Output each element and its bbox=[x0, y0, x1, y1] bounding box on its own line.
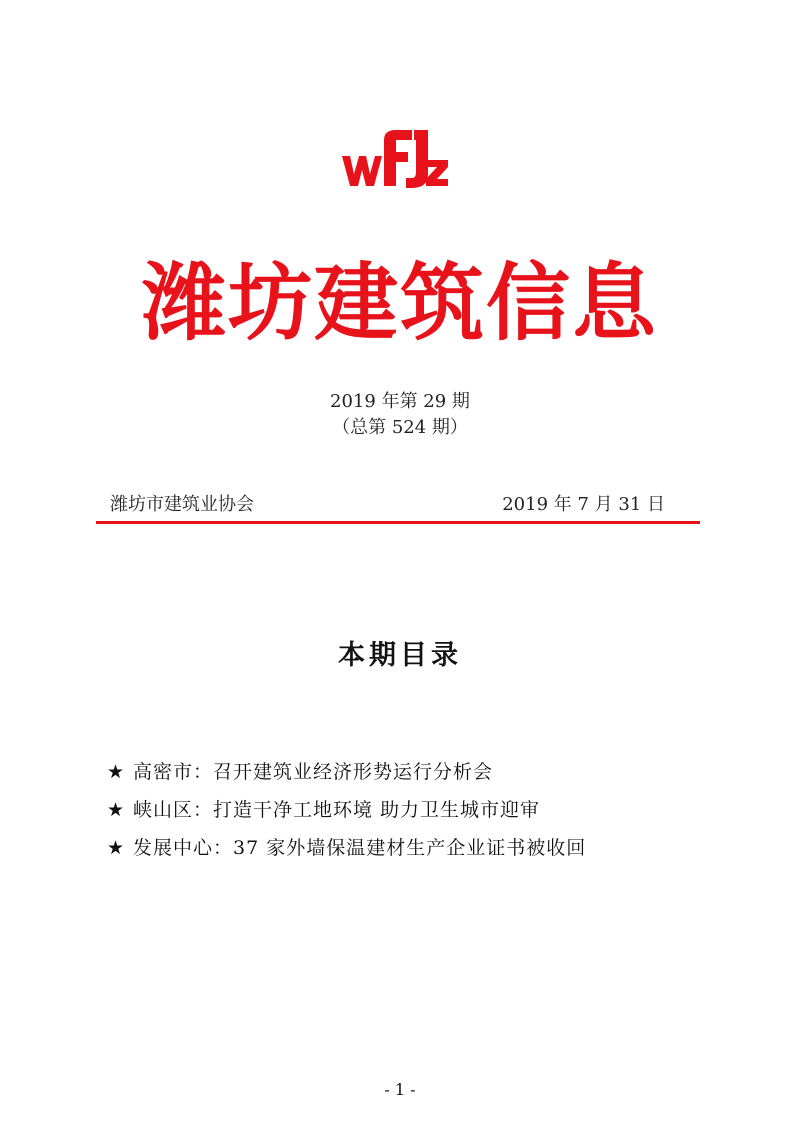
toc-item-text: 峡山区：打造干净工地环境 助力卫生城市迎审 bbox=[133, 799, 541, 821]
publication-info bbox=[110, 492, 665, 518]
toc-list bbox=[107, 757, 727, 871]
toc-item bbox=[107, 795, 727, 833]
publisher-name: 潍坊市建筑业协会 bbox=[110, 494, 254, 515]
issue-number: 2019 年第 29 期 bbox=[330, 391, 470, 412]
star-icon: ★ bbox=[107, 837, 126, 859]
toc-title: 本期目录 bbox=[338, 640, 462, 671]
publication-date: 2019 年 7 月 31 日 bbox=[502, 494, 665, 515]
star-icon: ★ bbox=[107, 799, 126, 821]
toc-item-text: 高密市：召开建筑业经济形势运行分析会 bbox=[133, 761, 494, 783]
masthead-title: 潍坊建筑信息 bbox=[141, 253, 658, 352]
wfjz-logo bbox=[340, 122, 450, 192]
issue-total-number: （总第 524 期） bbox=[332, 417, 468, 438]
header-divider bbox=[96, 521, 700, 524]
toc-item bbox=[107, 757, 727, 795]
star-icon: ★ bbox=[107, 761, 126, 783]
toc-item-text: 发展中心：37 家外墙保温建材生产企业证书被收回 bbox=[133, 837, 587, 859]
toc-item bbox=[107, 833, 727, 871]
page-number: - 1 - bbox=[384, 1080, 416, 1099]
